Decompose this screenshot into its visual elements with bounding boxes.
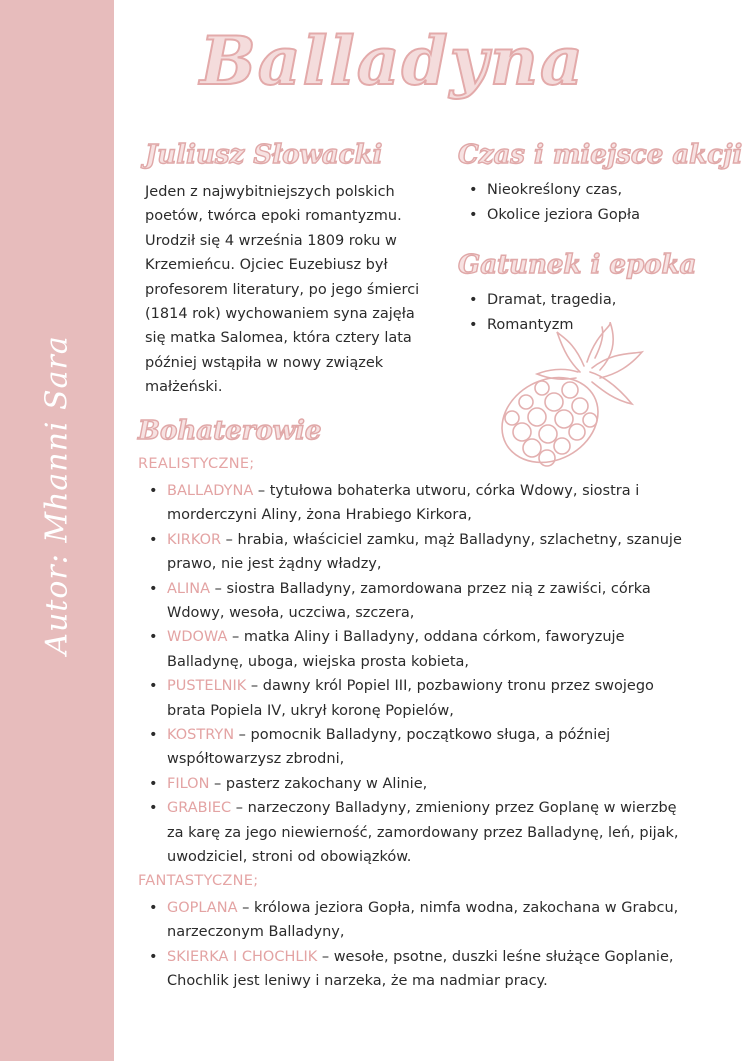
- sidebar: [0, 0, 114, 1061]
- hero-description: – dawny król Popiel III, pozbawiony tronu przez swojego brata Popiela IV, ukrył koronę Popielów,: [167, 678, 654, 719]
- hero-description: – pomocnik Balladyny, początkowo sługa, a później współtowarzysz zbrodni,: [167, 727, 611, 768]
- hero-name: SKIERKA I CHOCHLIK: [167, 948, 318, 965]
- list-item: [147, 577, 687, 626]
- fantastic-label: FANTASTYCZNE;: [138, 873, 259, 889]
- hero-description: – pasterz zakochany w Alinie,: [209, 775, 428, 792]
- hero-name: GOPLANA: [167, 900, 238, 916]
- author-paragraph: Jeden z najwybitniejszych polskich poetów, twórca epoki romantyzmu. Urodził się 4 września 1809 roku w Krzemieńcu. Ojciec Euzebiusz był profesorem literatury, po jego śmierci (1814 rok) wychowaniem syna zajęła się matka Salomea, która cztery lata później wstąpiła w nowy związek małżeński.: [145, 184, 420, 396]
- hero-description: – wesołe, psotne, duszki leśne służące Goplanie, Chochlik jest leniwy i narzeka, że ma nadmiar pracy.: [167, 948, 674, 990]
- hero-name: FILON: [167, 775, 210, 792]
- list-item: [147, 796, 687, 869]
- list-item: • Nieokreślony czas,: [467, 178, 727, 203]
- hero-description: – narzeczony Balladyny, zmieniony przez Goplanę w wierzbę za karę za jego niewierność, zamordowany przez Balladynę, leń, pijak, uwodziciel, stroni od obowiązków.: [167, 800, 679, 866]
- page-title: Balladyna: [200, 22, 585, 100]
- author-heading: Juliusz Słowacki: [145, 140, 383, 170]
- hero-name: KIRKOR: [167, 531, 222, 548]
- list-item: [147, 772, 687, 796]
- raspberry-sketch-icon: [492, 322, 652, 472]
- list-item: • Dramat, tragedia,: [467, 288, 727, 313]
- realistic-heroes-list: [147, 479, 687, 870]
- list-item: [147, 896, 687, 945]
- hero-description: – matka Aliny i Balladyny, oddana córkom, faworyzuje Balladynę, uboga, wiejska prosta kobieta,: [167, 629, 625, 670]
- list-item: [147, 945, 687, 994]
- hero-name: BALLADYNA: [167, 483, 254, 499]
- hero-description: – hrabia, właściciel zamku, mąż Balladyny, szlachetny, szanuje prawo, nie jest żądny władzy,: [167, 531, 682, 573]
- list-item: [147, 723, 687, 772]
- hero-name: PUSTELNIK: [167, 678, 247, 695]
- hero-name: KOSTRYN: [167, 727, 235, 744]
- list-item: [147, 479, 687, 528]
- list-item: [147, 625, 687, 674]
- hero-description: – królowa jeziora Gopła, nimfa wodna, zakochana w Grabcu, narzeczonym Balladyny,: [167, 900, 679, 941]
- hero-description: – siostra Balladyny, zamordowana przez nią z zawiści, córka Wdowy, wesoła, uczciwa, szczera,: [167, 580, 651, 622]
- heroes-heading: Bohaterowie: [138, 416, 322, 446]
- genre-heading: Gatunek i epoka: [458, 250, 697, 280]
- list-item: • Okolice jeziora Gopła: [467, 203, 727, 228]
- time-place-list: [467, 178, 727, 227]
- list-item: • Romantyzm: [467, 313, 727, 338]
- time-place-heading: Czas i miejsce akcji: [458, 140, 743, 170]
- realistic-label: REALISTYCZNE;: [138, 456, 255, 472]
- list-item: [147, 674, 687, 723]
- author-credit: Autor: Mhanni Sara: [39, 335, 75, 655]
- hero-name: GRABIEC: [167, 800, 232, 817]
- fantastic-heroes-list: [147, 896, 687, 994]
- hero-name: WDOWA: [167, 629, 228, 646]
- list-item: [147, 528, 687, 577]
- hero-name: ALINA: [167, 580, 211, 597]
- hero-description: – tytułowa bohaterka utworu, córka Wdowy, siostra i morderczyni Aliny, żona Hrabiego Kirkora,: [167, 483, 640, 524]
